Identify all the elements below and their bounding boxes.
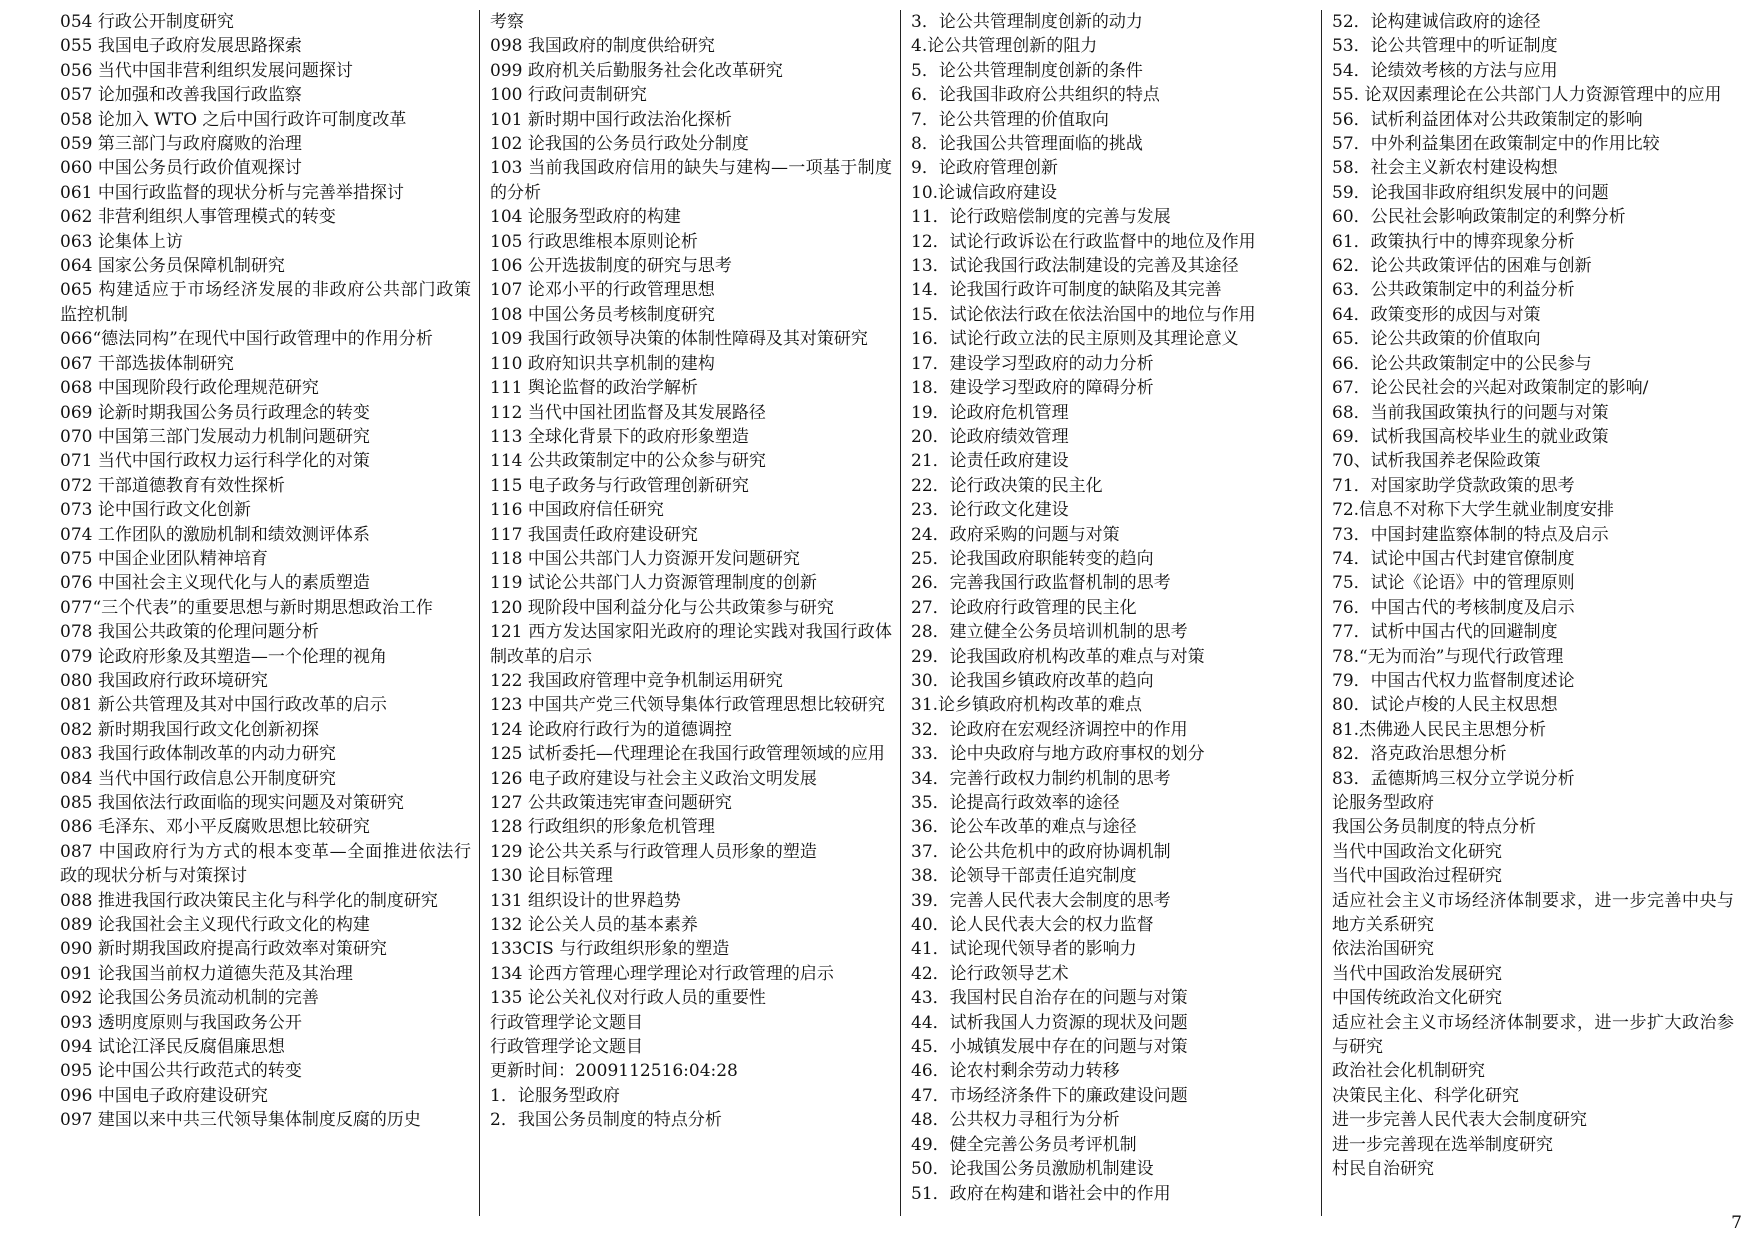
list-item: 096 中国电子政府建设研究 [60, 1085, 268, 1106]
list-item: 43．我国村民自治存在的问题与对策 [911, 988, 1188, 1009]
list-item: 089 论我国社会主义现代行政文化的构建 [60, 915, 370, 936]
list-item: 116 中国政府信任研究 [490, 500, 664, 521]
list-item: 55. 论双因素理论在公共部门人力资源管理中的应用 [1332, 85, 1722, 106]
list-item: 108 中国公务员考核制度研究 [490, 304, 715, 325]
list-item: 21．论责任政府建设 [911, 451, 1069, 472]
list-item: 当代中国政治文化研究 [1332, 841, 1502, 862]
list-item: 9．论政府管理创新 [911, 158, 1058, 179]
list-item: 77．试析中国古代的回避制度 [1332, 622, 1558, 643]
list-item: 68．当前我国政策执行的问题与对策 [1332, 402, 1609, 423]
list-item: 111 舆论监督的政治学解析 [490, 378, 698, 399]
list-item: 088 推进我国行政决策民主化与科学化的制度研究 [60, 890, 438, 911]
list-item: 15．试论依法行政在依法治国中的地位与作用 [911, 304, 1256, 325]
list-item: 我国公务员制度的特点分析 [1332, 817, 1536, 838]
list-item: 进一步完善现在选举制度研究 [1332, 1134, 1553, 1155]
list-item: 132 论公关人员的基本素养 [490, 915, 698, 936]
list-item: 083 我国行政体制改革的内动力研究 [60, 744, 336, 765]
list-item: 066“德法同构”在现代中国行政管理中的作用分析 [60, 329, 433, 350]
list-item: 130 论目标管理 [490, 866, 613, 887]
list-item: 8．论我国公共管理面临的挑战 [911, 134, 1143, 155]
list-item: 22．论行政决策的民主化 [911, 475, 1103, 496]
list-item: 063 论集体上访 [60, 231, 183, 252]
list-item: 110 政府知识共享机制的建构 [490, 353, 715, 374]
list-item: 099 政府机关后勤服务社会化改革研究 [490, 60, 783, 81]
list-item: 098 我国政府的制度供给研究 [490, 36, 715, 57]
list-item: 071 当代中国行政权力运行科学化的对策 [60, 451, 370, 472]
list-item: 47．市场经济条件下的廉政建设问题 [911, 1085, 1188, 1106]
list-item: 064 国家公务员保障机制研究 [60, 256, 285, 277]
list-item: 考察 [490, 12, 524, 32]
list-item: 16．试论行政立法的民主原则及其理论意义 [911, 329, 1239, 350]
page-number: 7 [1731, 1213, 1742, 1233]
list-item: 106 公开选拔制度的研究与思考 [490, 256, 732, 277]
list-item: 068 中国现阶段行政伦理规范研究 [60, 378, 319, 399]
list-item: 109 我国行政领导决策的体制性障碍及其对策研究 [490, 329, 868, 350]
list-item: 7．论公共管理的价值取向 [911, 109, 1109, 130]
list-item: 121 西方发达国家阳光政府的理论实践对我国行政体制改革的启示 [490, 622, 892, 667]
list-item: 084 当代中国行政信息公开制度研究 [60, 768, 336, 789]
list-item: 58．社会主义新农村建设构想 [1332, 158, 1558, 179]
list-item: 54．论绩效考核的方法与应用 [1332, 60, 1558, 81]
list-item: 适应社会主义市场经济体制要求，进一步完善中央与地方关系研究 [1332, 890, 1734, 936]
list-item: 062 非营利组织人事管理模式的转变 [60, 207, 336, 228]
list-item: 当代中国政治过程研究 [1332, 866, 1502, 887]
list-item: 行政管理学论文题目 [490, 1037, 643, 1058]
list-item: 62．论公共政策评估的困难与创新 [1332, 256, 1592, 277]
list-item: 065 构建适应于市场经济发展的非政府公共部门政策监控机制 [60, 280, 471, 325]
list-item: 决策民主化、科学化研究 [1332, 1085, 1519, 1106]
list-item: 079 论政府形象及其塑造—一个伦理的视角 [60, 646, 387, 667]
list-item: 60．公民社会影响政策制定的利弊分析 [1332, 207, 1626, 228]
list-item: 更新时间：2009112516:04:28 [490, 1061, 738, 1082]
list-item: 123 中国共产党三代领导集体行政管理思想比较研究 [490, 695, 885, 716]
list-item: 36．论公车改革的难点与途径 [911, 817, 1137, 838]
list-item: 124 论政府行政行为的道德调控 [490, 719, 732, 740]
list-item: 128 行政组织的形象危机管理 [490, 817, 715, 838]
list-item: 4.论公共管理创新的阻力 [911, 36, 1098, 57]
list-item: 13．试论我国行政法制建设的完善及其途径 [911, 256, 1239, 277]
list-item: 075 中国企业团队精神培育 [60, 548, 268, 569]
list-item: 83．孟德斯鸠三权分立学说分析 [1332, 768, 1575, 789]
list-item: 112 当代中国社团监督及其发展路径 [490, 402, 766, 423]
list-item: 46．论农村剩余劳动力转移 [911, 1061, 1120, 1082]
list-item: 适应社会主义市场经济体制要求，进一步扩大政治参与研究 [1332, 1012, 1734, 1058]
list-item: 135 论公关礼仪对行政人员的重要性 [490, 988, 766, 1009]
list-item: 45．小城镇发展中存在的问题与对策 [911, 1037, 1188, 1058]
list-item: 行政管理学论文题目 [490, 1012, 643, 1033]
list-item: 23．论行政文化建设 [911, 500, 1069, 521]
list-item: 101 新时期中国行政法治化探析 [490, 109, 732, 130]
list-item: 44．试析我国人力资源的现状及问题 [911, 1012, 1188, 1033]
list-item: 060 中国公务员行政价值观探讨 [60, 158, 302, 179]
list-item: 070 中国第三部门发展动力机制问题研究 [60, 426, 370, 447]
list-item: 24．政府采购的问题与对策 [911, 524, 1120, 545]
list-item: 64．政策变形的成因与对策 [1332, 304, 1541, 325]
list-item: 25．论我国政府职能转变的趋向 [911, 548, 1154, 569]
list-item: 73．中国封建监察体制的特点及启示 [1332, 524, 1609, 545]
list-item: 进一步完善人民代表大会制度研究 [1332, 1110, 1587, 1131]
list-item: 10.论诚信政府建设 [911, 182, 1058, 203]
list-item: 中国传统政治文化研究 [1332, 988, 1502, 1009]
list-item: 107 论邓小平的行政管理思想 [490, 280, 715, 301]
list-item: 论服务型政府 [1332, 793, 1434, 813]
list-item: 11．论行政赔偿制度的完善与发展 [911, 207, 1171, 228]
list-item: 054 行政公开制度研究 [60, 12, 234, 32]
list-item: 076 中国社会主义现代化与人的素质塑造 [60, 573, 370, 594]
text-column-4 [1321, 10, 1742, 1216]
list-item: 104 论服务型政府的构建 [490, 207, 681, 228]
list-item: 40．论人民代表大会的权力监督 [911, 915, 1154, 936]
list-item: 41．试论现代领导者的影响力 [911, 939, 1137, 960]
list-item: 村民自治研究 [1332, 1159, 1434, 1180]
list-item: 12．试论行政诉讼在行政监督中的地位及作用 [911, 231, 1256, 252]
text-column-3 [900, 10, 1321, 1216]
list-item: 65．论公共政策的价值取向 [1332, 329, 1541, 350]
list-item: 134 论西方管理心理学理论对行政管理的启示 [490, 963, 834, 984]
list-item: 118 中国公共部门人力资源开发问题研究 [490, 548, 800, 569]
list-item: 14．论我国行政许可制度的缺陷及其完善 [911, 280, 1222, 301]
list-item: 72.信息不对称下大学生就业制度安排 [1332, 500, 1615, 521]
list-item: 78.“无为而治”与现代行政管理 [1332, 646, 1564, 667]
list-item: 113 全球化背景下的政府形象塑造 [490, 426, 749, 447]
list-item: 5．论公共管理制度创新的条件 [911, 60, 1143, 81]
list-item: 38．论领导干部责任追究制度 [911, 866, 1137, 887]
list-item: 3．论公共管理制度创新的动力 [911, 12, 1143, 32]
list-item: 79．中国古代权力监督制度述论 [1332, 670, 1575, 691]
list-item: 086 毛泽东、邓小平反腐败思想比较研究 [60, 817, 370, 838]
list-item: 66．论公共政策制定中的公民参与 [1332, 353, 1592, 374]
list-item: 074 工作团队的激励机制和绩效测评体系 [60, 524, 370, 545]
list-item: 055 我国电子政府发展思路探索 [60, 36, 302, 57]
list-item: 122 我国政府管理中竞争机制运用研究 [490, 670, 783, 691]
list-item: 126 电子政府建设与社会主义政治文明发展 [490, 768, 817, 789]
list-item: 085 我国依法行政面临的现实问题及对策研究 [60, 793, 404, 813]
list-item: 1．论服务型政府 [490, 1085, 620, 1106]
list-item: 59．论我国非政府组织发展中的问题 [1332, 182, 1609, 203]
document-page [58, 10, 1746, 1216]
list-item: 18．建设学习型政府的障碍分析 [911, 378, 1154, 399]
list-item: 103 当前我国政府信用的缺失与建构—一项基于制度的分析 [490, 158, 892, 203]
list-item: 2．我国公务员制度的特点分析 [490, 1110, 722, 1131]
list-item: 119 试论公共部门人力资源管理制度的创新 [490, 573, 817, 594]
list-item: 61．政策执行中的博弈现象分析 [1332, 231, 1575, 252]
list-item: 51．政府在构建和谐社会中的作用 [911, 1183, 1171, 1204]
list-item: 37．论公共危机中的政府协调机制 [911, 841, 1171, 862]
list-item: 102 论我国的公务员行政处分制度 [490, 134, 749, 155]
list-item: 090 新时期我国政府提高行政效率对策研究 [60, 939, 387, 960]
list-item: 057 论加强和改善我国行政监察 [60, 85, 302, 106]
list-item: 127 公共政策违宪审查问题研究 [490, 793, 732, 813]
list-item: 27．论政府行政管理的民主化 [911, 597, 1137, 618]
list-item: 059 第三部门与政府腐败的治理 [60, 134, 302, 155]
list-item: 28．建立健全公务员培训机制的思考 [911, 622, 1188, 643]
list-item: 81.杰佛逊人民民主思想分析 [1332, 719, 1547, 740]
list-item: 政治社会化机制研究 [1332, 1061, 1485, 1082]
list-item: 091 论我国当前权力道德失范及其治理 [60, 963, 353, 984]
list-item: 48．公共权力寻租行为分析 [911, 1110, 1120, 1131]
list-item: 133CIS 与行政组织形象的塑造 [490, 939, 730, 960]
list-item: 078 我国公共政策的伦理问题分析 [60, 622, 319, 643]
list-item: 29．论我国政府机构改革的难点与对策 [911, 646, 1205, 667]
list-item: 49．健全完善公务员考评机制 [911, 1134, 1137, 1155]
list-item: 57．中外利益集团在政策制定中的作用比较 [1332, 134, 1660, 155]
list-item: 6．论我国非政府公共组织的特点 [911, 85, 1160, 106]
list-item: 42．论行政领导艺术 [911, 963, 1069, 984]
list-item: 093 透明度原则与我国政务公开 [60, 1012, 302, 1033]
list-item: 75．试论《论语》中的管理原则 [1332, 573, 1575, 594]
list-item: 115 电子政务与行政管理创新研究 [490, 475, 749, 496]
list-item: 081 新公共管理及其对中国行政改革的启示 [60, 695, 387, 716]
list-item: 087 中国政府行为方式的根本变革—全面推进依法行政的现状分析与对策探讨 [60, 841, 471, 887]
list-item: 058 论加入 WTO 之后中国行政许可制度改革 [60, 109, 407, 130]
list-item: 35．论提高行政效率的途径 [911, 793, 1120, 813]
list-item: 056 当代中国非营利组织发展问题探讨 [60, 60, 353, 81]
list-item: 069 论新时期我国公务员行政理念的转变 [60, 402, 370, 423]
list-item: 067 干部选拔体制研究 [60, 353, 234, 374]
list-item: 33．论中央政府与地方政府事权的划分 [911, 744, 1205, 765]
list-item: 129 论公共关系与行政管理人员形象的塑造 [490, 841, 817, 862]
list-item: 125 试析委托—代理理论在我国行政管理领域的应用 [490, 744, 885, 765]
list-item: 当代中国政治发展研究 [1332, 963, 1502, 984]
text-column-2 [479, 10, 900, 1216]
list-item: 26．完善我国行政监督机制的思考 [911, 573, 1171, 594]
list-item: 077“三个代表”的重要思想与新时期思想政治工作 [60, 597, 433, 618]
list-item: 095 论中国公共行政范式的转变 [60, 1061, 302, 1082]
list-item: 67．论公民社会的兴起对政策制定的影响/ [1332, 378, 1649, 399]
list-item: 53．论公共管理中的听证制度 [1332, 36, 1558, 57]
list-item: 120 现阶段中国利益分化与公共政策参与研究 [490, 597, 834, 618]
list-item: 094 试论江泽民反腐倡廉思想 [60, 1037, 285, 1058]
list-item: 34．完善行政权力制约机制的思考 [911, 768, 1171, 789]
list-item: 19．论政府危机管理 [911, 402, 1069, 423]
list-item: 63．公共政策制定中的利益分析 [1332, 280, 1575, 301]
list-item: 100 行政问责制研究 [490, 85, 647, 106]
list-item: 080 我国政府行政环境研究 [60, 670, 268, 691]
list-item: 32．论政府在宏观经济调控中的作用 [911, 719, 1188, 740]
list-item: 061 中国行政监督的现状分析与完善举措探讨 [60, 182, 404, 203]
list-item: 依法治国研究 [1332, 939, 1434, 960]
list-item: 097 建国以来中共三代领导集体制度反腐的历史 [60, 1110, 421, 1131]
text-column-1 [58, 10, 479, 1216]
list-item: 39．完善人民代表大会制度的思考 [911, 890, 1171, 911]
list-item: 52．论构建诚信政府的途径 [1332, 12, 1541, 32]
list-item: 072 干部道德教育有效性探析 [60, 475, 285, 496]
list-item: 20．论政府绩效管理 [911, 426, 1069, 447]
list-item: 092 论我国公务员流动机制的完善 [60, 988, 319, 1009]
list-item: 105 行政思维根本原则论析 [490, 231, 698, 252]
list-item: 31.论乡镇政府机构改革的难点 [911, 695, 1143, 716]
list-item: 117 我国责任政府建设研究 [490, 524, 698, 545]
list-item: 114 公共政策制定中的公众参与研究 [490, 451, 766, 472]
list-item: 69．试析我国高校毕业生的就业政策 [1332, 426, 1609, 447]
list-item: 17．建设学习型政府的动力分析 [911, 353, 1154, 374]
list-item: 082 新时期我国行政文化创新初探 [60, 719, 319, 740]
list-item: 82．洛克政治思想分析 [1332, 744, 1507, 765]
list-item: 131 组织设计的世界趋势 [490, 890, 681, 911]
list-item: 50．论我国公务员激励机制建设 [911, 1159, 1154, 1180]
list-item: 073 论中国行政文化创新 [60, 500, 251, 521]
list-item: 70、试析我国养老保险政策 [1332, 451, 1541, 472]
list-item: 30．论我国乡镇政府改革的趋向 [911, 670, 1154, 691]
list-item: 80．试论卢梭的人民主权思想 [1332, 695, 1558, 716]
list-item: 56．试析利益团体对公共政策制定的影响 [1332, 109, 1643, 130]
list-item: 71．对国家助学贷款政策的思考 [1332, 475, 1575, 496]
list-item: 76．中国古代的考核制度及启示 [1332, 597, 1575, 618]
list-item: 74．试论中国古代封建官僚制度 [1332, 548, 1575, 569]
